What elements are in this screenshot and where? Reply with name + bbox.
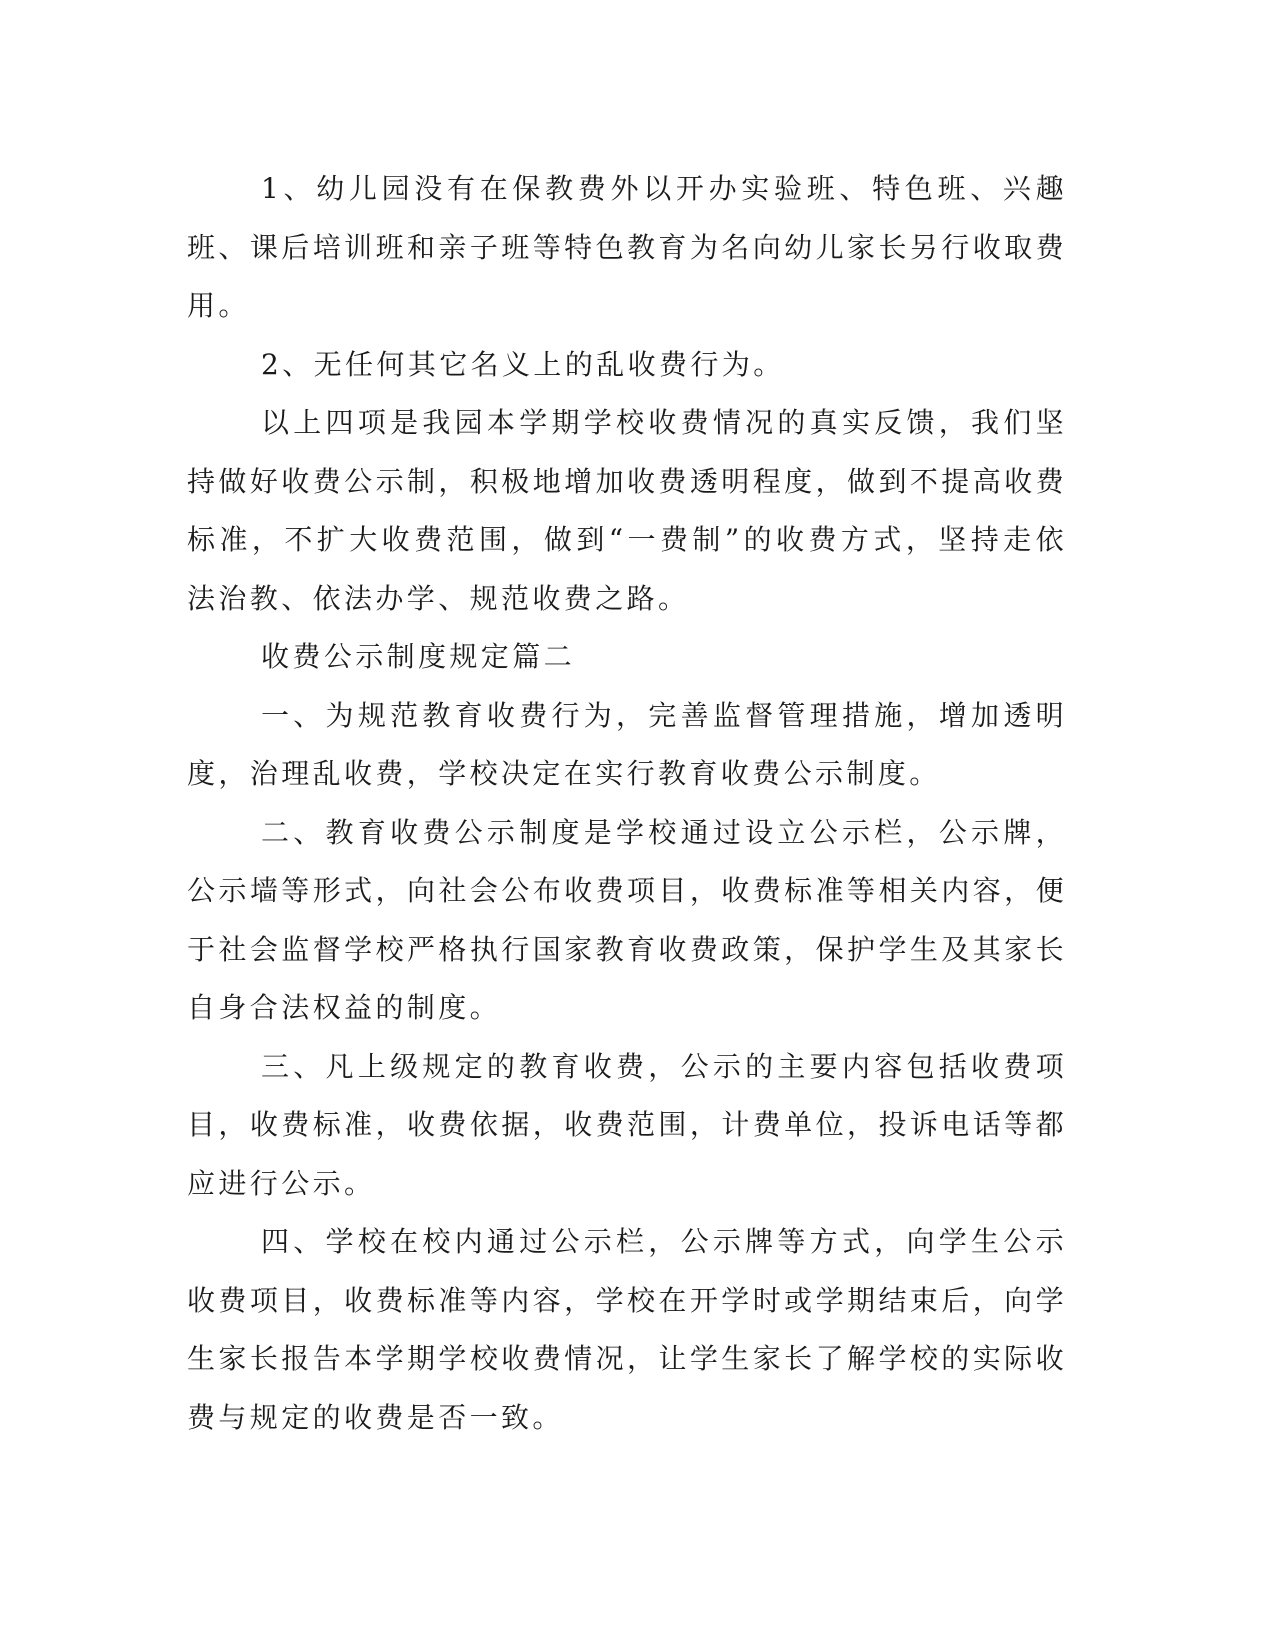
document-body <box>187 160 1067 1447</box>
paragraph-item-four: 四、学校在校内通过公示栏，公示牌等方式，向学生公示收费项目，收费标准等内容，学校在开学时或学期结束后，向学生家长报告本学期学校收费情况，让学生家长了解学校的实际收费与规定的收费是否一致。 <box>187 1225 1067 1434</box>
paragraph-item-two: 二、教育收费公示制度是学校通过设立公示栏，公示牌，公示墙等形式，向社会公布收费项目，收费标准等相关内容，便于社会监督学校严格执行国家教育收费政策，保护学生及其家长自身合法权益的制度。 <box>187 815 1067 1024</box>
paragraph-kindergarten-no-extra-fees: 1、幼儿园没有在保教费外以开办实验班、特色班、兴趣班、课后培训班和亲子班等特色教育为名向幼儿家长另行收取费用。 <box>187 172 1067 322</box>
paragraph-summary: 以上四项是我园本学期学校收费情况的真实反馈，我们坚持做好收费公示制，积极地增加收费透明程度，做到不提高收费标准，不扩大收费范围，做到“一费制”的收费方式，坚持走依法治教、依法办学、规范收费之路。 <box>187 406 1067 615</box>
paragraph-no-other-fees: 2、无任何其它名义上的乱收费行为。 <box>261 347 785 381</box>
section-heading: 收费公示制度规定篇二 <box>261 640 576 673</box>
paragraph-item-three: 三、凡上级规定的教育收费，公示的主要内容包括收费项目，收费标准，收费依据，收费范围，计费单位，投诉电话等都应进行公示。 <box>187 1049 1067 1200</box>
paragraph-item-one: 一、为规范教育收费行为，完善监督管理措施，增加透明度，治理乱收费，学校决定在实行教育收费公示制度。 <box>187 698 1067 790</box>
